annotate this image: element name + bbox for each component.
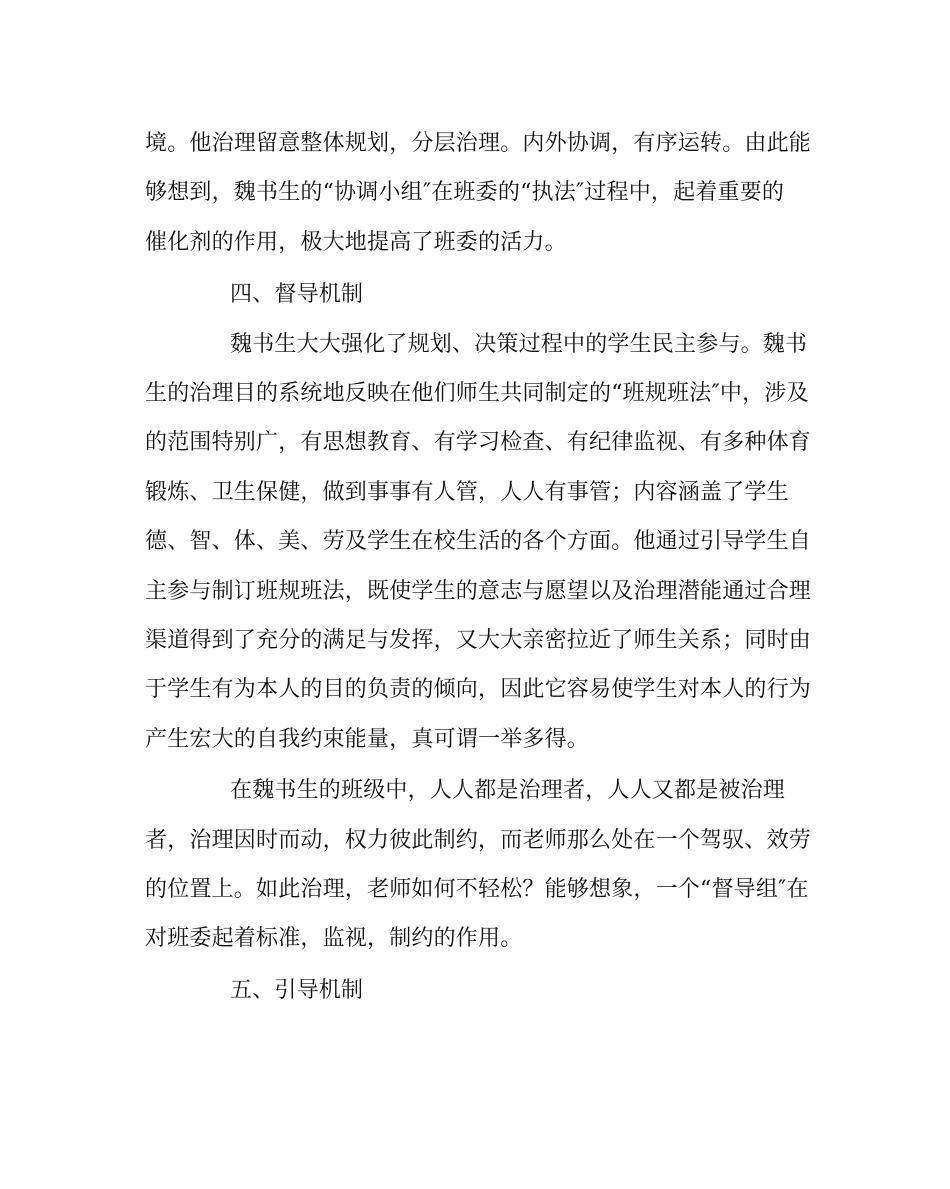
body-text-line: 德、智、体、美、劳及学生在校生活的各个方面。他通过引导学生自: [145, 529, 812, 554]
body-text-line: 够想到，魏书生的“协调小组″在班委的“执法″过程中，起着重要的: [145, 180, 785, 205]
body-text-line: 在魏书生的班级中，人人都是治理者，人人又都是被治理: [230, 778, 786, 803]
body-text-line: 的位置上。如此治理，老师如何不轻松？能够想象，一个“督导组″在: [145, 877, 809, 902]
body-text-line: 者，治理因时而动，权力彼此制约，而老师那么处在一个驾驭、效劳: [145, 828, 812, 853]
section-heading: 四、督导机制: [230, 282, 364, 307]
body-text-line: 的范围特别广，有思想教育、有学习检查、有纪律监视、有多种体育: [145, 430, 812, 455]
body-text-line: 主参与制订班规班法，既使学生的意志与愿望以及治理潜能通过合理: [145, 579, 812, 604]
body-text-line: 生的治理目的系统地反映在他们师生共同制定的“班规班法″中，涉及: [145, 381, 809, 406]
body-text-line: 魏书生大大强化了规划、决策过程中的学生民主参与。魏书: [230, 332, 808, 357]
body-text-line: 渠道得到了充分的满足与发挥，又大大亲密拉近了师生关系；同时由: [145, 628, 812, 653]
body-text-line: 产生宏大的自我约束能量，真可谓一举多得。: [145, 727, 590, 752]
body-text-line: 锻炼、卫生保健，做到事事有人管，人人有事管；内容涵盖了学生: [145, 480, 789, 505]
body-text-line: 催化剂的作用，极大地提高了班委的活力。: [145, 230, 567, 255]
section-heading: 五、引导机制: [230, 978, 364, 1003]
body-text-line: 境。他治理留意整体规划，分层治理。内外协调，有序运转。由此能: [145, 131, 812, 156]
body-text-line: 于学生有为本人的目的负责的倾向，因此它容易使学生对本人的行为: [145, 677, 812, 702]
body-text-line: 对班委起着标准，监视，制约的作用。: [145, 926, 523, 951]
